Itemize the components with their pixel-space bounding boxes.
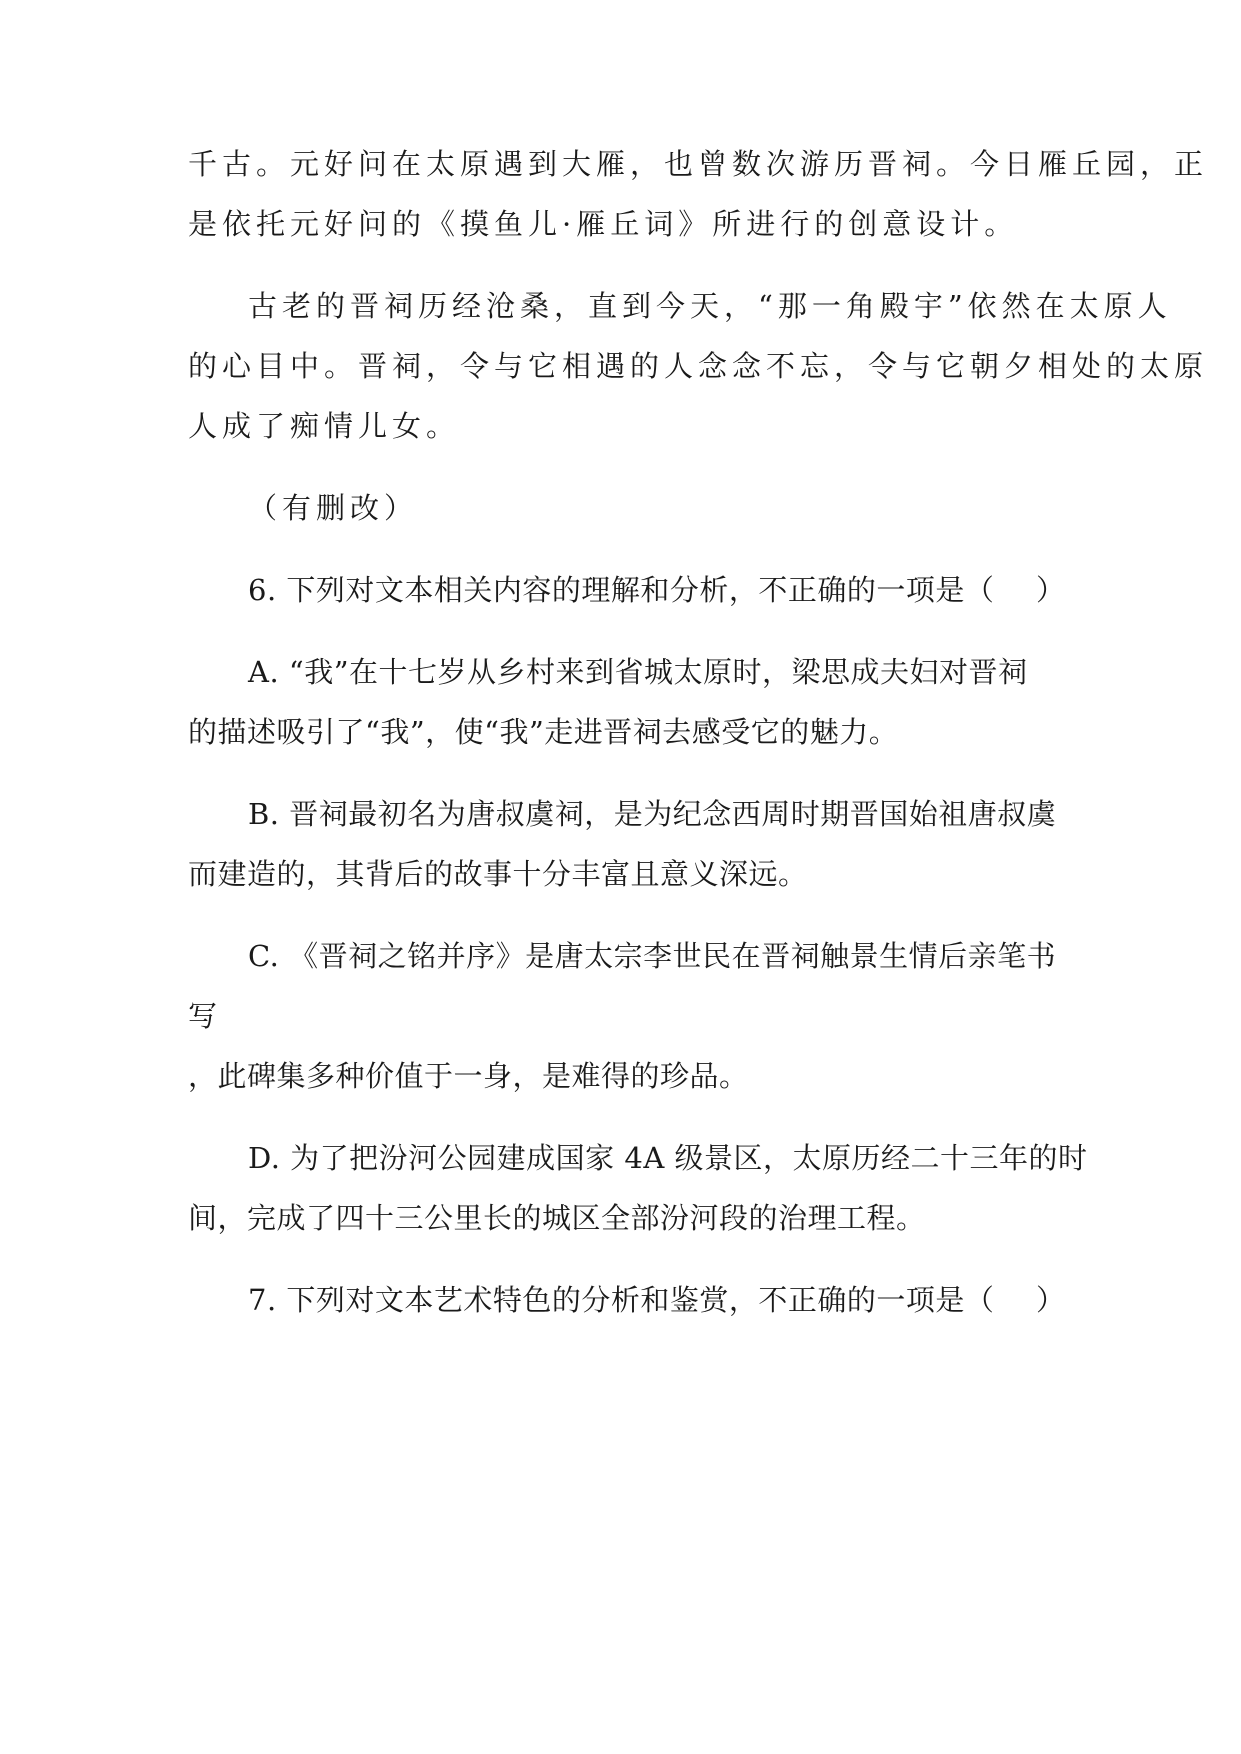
question6-option-d-line1: D. 为了把汾河公园建成国家 4A 级景区，太原历经二十三年的时 [248,1141,1088,1175]
question6-option-d-line2: 间，完成了四十三公里长的城区全部汾河段的治理工程。 [188,1201,926,1235]
question6-option-b-line1: B. 晋祠最初名为唐叔虞祠，是为纪念西周时期晋国始祖唐叔虞 [248,797,1057,831]
question7-stem: 7. 下列对文本艺术特色的分析和鉴赏，不正确的一项是（ [248,1283,995,1317]
question6-option-a-line1: A. “我”在十七岁从乡村来到省城太原时，梁思成夫妇对晋祠 [248,655,1028,689]
question6-stem: 6. 下列对文本相关内容的理解和分析，不正确的一项是（ [248,573,995,607]
question6-option-a-line2: 的描述吸引了“我”，使“我”走进晋祠去感受它的魅力。 [188,715,899,749]
passage-para2-line3: 人成了痴情儿女。 [188,409,461,443]
question6-answer-close-paren: ） [1036,573,1066,607]
question6-option-b-line2: 而建造的，其背后的故事十分丰富且意义深远。 [188,857,808,891]
passage-para1-line1: 千古。元好问在太原遇到大雁，也曾数次游历晋祠。今日雁丘园，正 [188,147,1209,181]
passage-source-note: （有删改） [248,491,419,525]
question7-answer-close-paren: ） [1036,1283,1066,1317]
question6-option-c-line3: ，此碑集多种价值于一身，是难得的珍品。 [188,1059,749,1093]
passage-para2-line2: 的心目中。晋祠，令与它相遇的人念念不忘，令与它朝夕相处的太原 [188,349,1209,383]
passage-para2-line1: 古老的晋祠历经沧桑，直到今天，“那一角殿宇”依然在太原人 [248,289,1172,323]
passage-para1-line2: 是依托元好问的《摸鱼儿·雁丘词》所进行的创意设计。 [188,207,1019,241]
question6-option-c-line2: 写 [188,999,218,1033]
question6-option-c-line1: C. 《晋祠之铭并序》是唐太宗李世民在晋祠触景生情后亲笔书 [248,939,1057,973]
